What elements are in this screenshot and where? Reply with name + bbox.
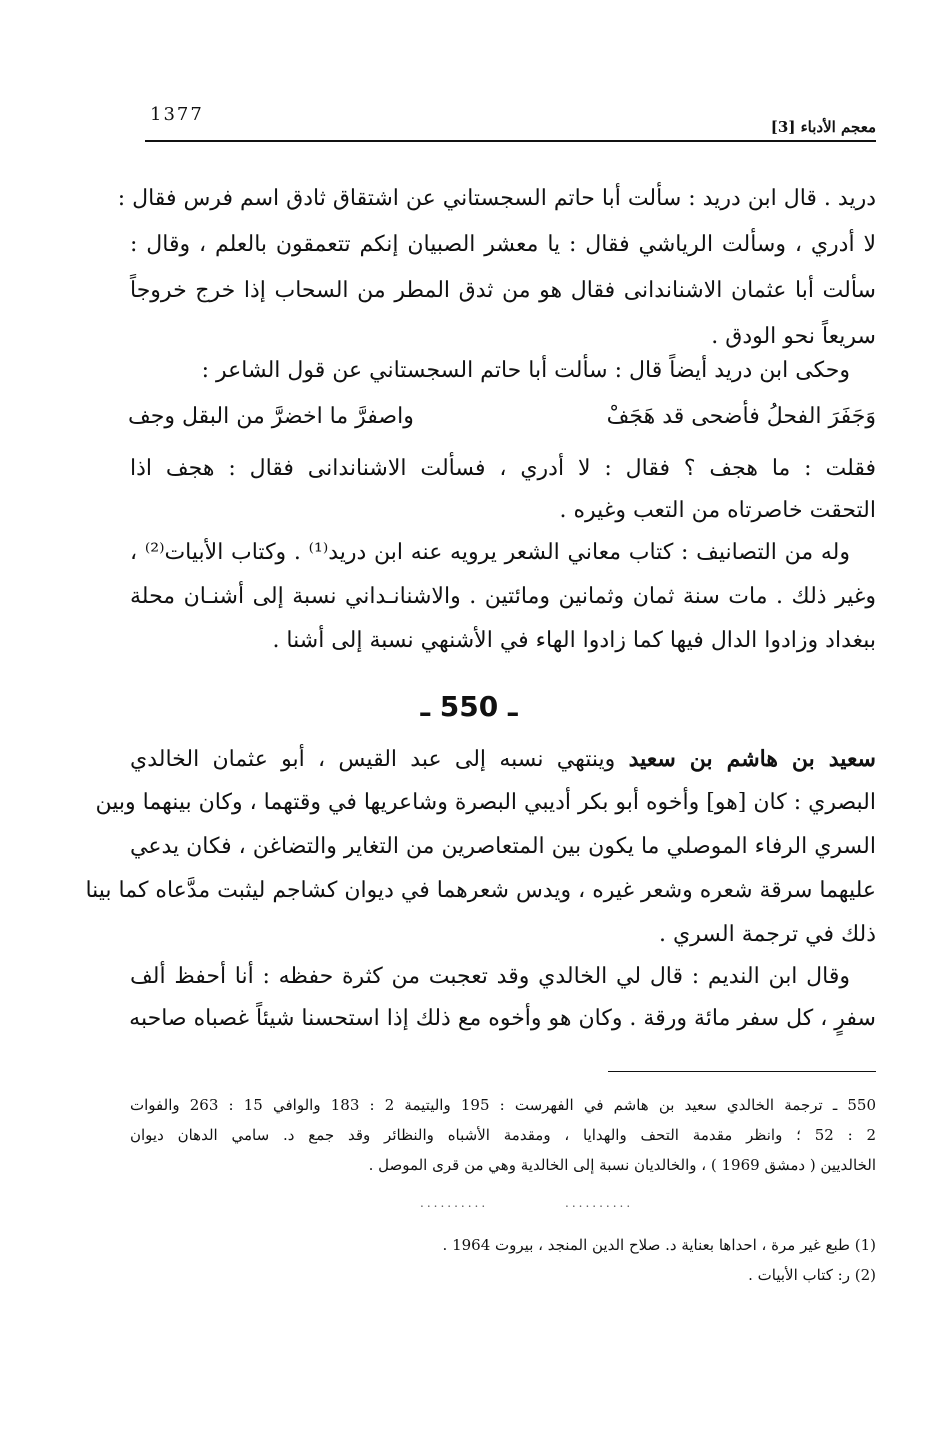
text-line: سريعاً نحو الودق . bbox=[711, 324, 876, 349]
text-line: فقلت : ما هجف ؟ فقال : لا أدري ، فسألت الاشناندانى فقال : هجف اذا bbox=[130, 456, 876, 481]
text-line: وقال ابن النديم : قال لي الخالدي وقد تعجبت من كثرة حفظه : أنا أحفظ ألف bbox=[130, 964, 850, 989]
text-line: سفرٍ ، كل سفر مائة ورقة . وكان هو وأخوه مع ذلك إذا استحسنا شيئاً غصباه صاحبه bbox=[129, 1006, 876, 1031]
header-rule bbox=[145, 140, 876, 142]
entry-name: سعيد بن هاشم بن سعيد bbox=[628, 746, 876, 772]
text-line: التحقت خاصرتاه من التعب وغيره . bbox=[559, 498, 876, 523]
entry-number: ـ 550 ـ bbox=[420, 690, 518, 723]
text-line: وحكى ابن دريد أيضاً قال : سألت أبا حاتم السجستاني عن قول الشاعر : bbox=[201, 358, 850, 383]
footnote-2: (2) ر: كتاب الأبيات . bbox=[748, 1266, 876, 1284]
separator-dots: .......... bbox=[420, 1196, 489, 1210]
verse-first-hemistich: وَجَفَرَ الفحلُ فأضحى قد هَجَفْ bbox=[606, 404, 876, 429]
text-line: دريد . قال ابن دريد : سألت أبا حاتم السجستاني عن اشتقاق ثادق اسم فرس فقال : bbox=[117, 186, 876, 211]
page-number: 1377 bbox=[150, 104, 204, 125]
footnote-line: الخالديين ( دمشق 1969 ) ، والخالديان نسبة إلى الخالدية وهي من قرى الموصل . bbox=[368, 1156, 876, 1174]
text-line: سألت أبا عثمان الاشناندانى فقال هو من ثدق المطر من السحاب إذا خرج خروجاً bbox=[130, 278, 876, 303]
text-line: وغير ذلك . مات سنة ثمان وثمانين ومائتين . والاشنانـداني نسبة إلى أشنـان محلة bbox=[130, 584, 876, 609]
separator-dots: .......... bbox=[565, 1196, 634, 1210]
text-line: وله من التصانيف : كتاب معاني الشعر يرويه عنه ابن دريد⁽¹⁾ . وكتاب الأبيات⁽²⁾ ، bbox=[130, 540, 851, 565]
footnote-line: 550 ـ ترجمة الخالدي سعيد بن هاشم في الفهرست : 195 واليتيمة 2 : 183 والوافي 15 : 263 والفوات bbox=[130, 1096, 877, 1114]
text-line: لا أدري ، وسألت الرياشي فقال : يا معشر الصبيان إنكم تتعمقون بالعلم ، وقال : bbox=[130, 232, 876, 257]
entry-first-line bbox=[130, 744, 876, 775]
running-header-title: معجم الأدباء [3] bbox=[770, 118, 876, 136]
text-line: ببغداد وزادوا الدال فيها كما زادوا الهاء في الأشنهي نسبة إلى أشنا . bbox=[272, 628, 876, 653]
text-line: السري الرفاء الموصلي ما يكون بين المتعاصرين من التغاير والتضاغن ، فكان يدعي bbox=[130, 834, 876, 859]
text-line: ذلك في ترجمة السري . bbox=[658, 922, 876, 947]
footnote-line: 2 : 52 ؛ وانظر مقدمة التحف والهدايا ، ومقدمة الأشباه والنظائر وقد جمع د. سامي الدهان ديوان bbox=[130, 1126, 877, 1144]
entry-first-line-rest: وينتهي نسبه إلى عبد القيس ، أبو عثمان الخالدي bbox=[130, 747, 629, 772]
footnote-rule bbox=[608, 1071, 876, 1072]
verse-second-hemistich: واصفرَّ ما اخضرَّ من البقل وجف bbox=[128, 404, 414, 429]
text-line: البصري : كان [هو] وأخوه أبو بكر أديبي البصرة وشاعريها في وقتهما ، وكان بينهما وبين bbox=[95, 790, 876, 815]
text-line: عليهما سرقة شعره وشعر غيره ، ويدس شعرهما في ديوان كشاجم ليثبت مدَّعاه كما بينا bbox=[85, 878, 876, 903]
footnote-1: (1) طبع غير مرة ، احداها بعناية د. صلاح الدين المنجد ، بيروت 1964 . bbox=[442, 1236, 876, 1254]
